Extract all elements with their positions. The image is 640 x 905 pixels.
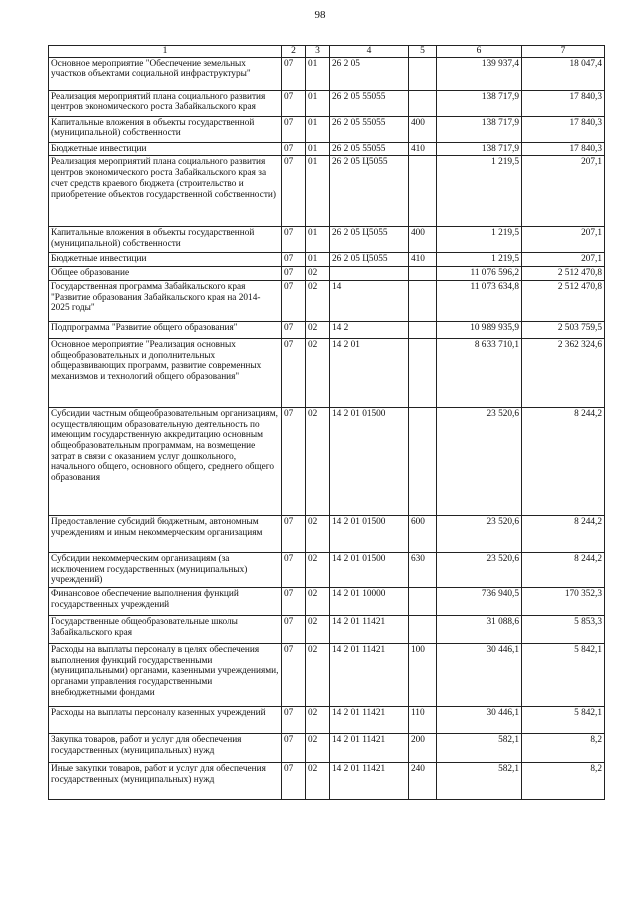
row-name-cell: Расходы на выплаты персоналу в целях обеспечения выполнения функций государственными (муниципальными) органами, казенными учреждениями, органами управления государственными внебюджетными фондами: [49, 643, 282, 706]
table-row: [49, 280, 605, 321]
expense-type-cell: [409, 57, 437, 90]
amount-1-cell: 139 937,4: [437, 57, 522, 90]
target-article-cell: 26 2 05 55055: [330, 116, 409, 142]
section-code-cell: 07: [282, 407, 306, 515]
amount-1-cell: 23 520,6: [437, 515, 522, 552]
expense-type-cell: 410: [409, 253, 437, 267]
row-name-cell: Бюджетные инвестиции: [49, 142, 282, 156]
table-header: [49, 46, 605, 58]
table-row: [49, 90, 605, 116]
amount-2-cell: 170 352,3: [522, 587, 605, 615]
amount-2-cell: 8,2: [522, 733, 605, 762]
expense-type-cell: 410: [409, 142, 437, 156]
table-row: [49, 552, 605, 587]
target-article-cell: 14: [330, 280, 409, 321]
subsection-code-cell: 02: [306, 338, 330, 407]
target-article-cell: 14 2 01 10000: [330, 587, 409, 615]
section-code-cell: 07: [282, 552, 306, 587]
section-code-cell: 07: [282, 116, 306, 142]
amount-2-cell: 207,1: [522, 253, 605, 267]
table-row: [49, 515, 605, 552]
column-header-amount-1: 6: [437, 46, 522, 58]
section-code-cell: 07: [282, 267, 306, 281]
subsection-code-cell: 01: [306, 116, 330, 142]
amount-2-cell: 8 244,2: [522, 407, 605, 515]
amount-1-cell: 1 219,5: [437, 227, 522, 253]
amount-1-cell: 30 446,1: [437, 706, 522, 733]
row-name-cell: Реализация мероприятий плана социального развития центров экономического роста Забайкальского края за счет средств краевого бюджета (строительство и приобретение объектов государственной собственности): [49, 156, 282, 227]
target-article-cell: 26 2 05 Ц5055: [330, 253, 409, 267]
expense-type-cell: [409, 587, 437, 615]
target-article-cell: 26 2 05 55055: [330, 142, 409, 156]
table-row: [49, 407, 605, 515]
subsection-code-cell: 02: [306, 615, 330, 643]
table-row: [49, 321, 605, 338]
row-name-cell: Предоставление субсидий бюджетным, автономным учреждениям и иным некоммерческим организациям: [49, 515, 282, 552]
amount-2-cell: 5 853,3: [522, 615, 605, 643]
column-header-target-article: 4: [330, 46, 409, 58]
page-number: 98: [314, 9, 326, 21]
expense-type-cell: 100: [409, 643, 437, 706]
section-code-cell: 07: [282, 280, 306, 321]
amount-1-cell: 138 717,9: [437, 116, 522, 142]
subsection-code-cell: 02: [306, 587, 330, 615]
table-row: [49, 156, 605, 227]
table-row: [49, 227, 605, 253]
target-article-cell: [330, 267, 409, 281]
column-header-name: 1: [49, 46, 282, 58]
expense-type-cell: 400: [409, 227, 437, 253]
target-article-cell: 14 2 01 01500: [330, 407, 409, 515]
target-article-cell: 26 2 05 Ц5055: [330, 227, 409, 253]
amount-2-cell: 17 840,3: [522, 116, 605, 142]
expense-type-cell: [409, 280, 437, 321]
subsection-code-cell: 02: [306, 643, 330, 706]
row-name-cell: Государственная программа Забайкальского края "Развитие образования Забайкальского края на 2014-2025 годы": [49, 280, 282, 321]
amount-1-cell: 11 073 634,8: [437, 280, 522, 321]
table-row: [49, 706, 605, 733]
target-article-cell: 14 2 01 01500: [330, 552, 409, 587]
expense-type-cell: [409, 90, 437, 116]
amount-2-cell: 207,1: [522, 156, 605, 227]
subsection-code-cell: 02: [306, 267, 330, 281]
table-body: [49, 57, 605, 799]
target-article-cell: 14 2 01 01500: [330, 515, 409, 552]
amount-2-cell: 18 047,4: [522, 57, 605, 90]
expense-type-cell: [409, 338, 437, 407]
section-code-cell: 07: [282, 90, 306, 116]
row-name-cell: Расходы на выплаты персоналу казенных учреждений: [49, 706, 282, 733]
amount-2-cell: 2 362 324,6: [522, 338, 605, 407]
amount-2-cell: 207,1: [522, 227, 605, 253]
target-article-cell: 26 2 05: [330, 57, 409, 90]
subsection-code-cell: 01: [306, 90, 330, 116]
amount-1-cell: 138 717,9: [437, 142, 522, 156]
amount-2-cell: 2 512 470,8: [522, 267, 605, 281]
table-row: [49, 587, 605, 615]
subsection-code-cell: 01: [306, 253, 330, 267]
section-code-cell: 07: [282, 706, 306, 733]
amount-1-cell: 582,1: [437, 762, 522, 799]
target-article-cell: 14 2 01: [330, 338, 409, 407]
amount-1-cell: 11 076 596,2: [437, 267, 522, 281]
target-article-cell: 26 2 05 Ц5055: [330, 156, 409, 227]
subsection-code-cell: 01: [306, 57, 330, 90]
expense-type-cell: [409, 156, 437, 227]
row-name-cell: Субсидии некоммерческим организациям (за исключением государственных (муниципальных) учреждений): [49, 552, 282, 587]
row-name-cell: Субсидии частным общеобразовательным организациям, осуществляющим образовательную деятельность по имеющим государственную аккредитацию основным общеобразовательным программам, на возмещение затрат в связи с оказанием услуг дошкольного, начального общего, основного общего, среднего общего образования: [49, 407, 282, 515]
expense-type-cell: 110: [409, 706, 437, 733]
expense-type-cell: 630: [409, 552, 437, 587]
table-row: [49, 253, 605, 267]
amount-1-cell: 23 520,6: [437, 552, 522, 587]
amount-1-cell: 1 219,5: [437, 156, 522, 227]
amount-2-cell: 8,2: [522, 762, 605, 799]
amount-2-cell: 17 840,3: [522, 90, 605, 116]
section-code-cell: 07: [282, 762, 306, 799]
column-header-expense-type: 5: [409, 46, 437, 58]
column-header-subsection: 3: [306, 46, 330, 58]
subsection-code-cell: 02: [306, 733, 330, 762]
subsection-code-cell: 02: [306, 515, 330, 552]
section-code-cell: 07: [282, 733, 306, 762]
column-header-amount-2: 7: [522, 46, 605, 58]
subsection-code-cell: 02: [306, 552, 330, 587]
subsection-code-cell: 02: [306, 407, 330, 515]
section-code-cell: 07: [282, 253, 306, 267]
target-article-cell: 14 2 01 11421: [330, 615, 409, 643]
expense-type-cell: [409, 615, 437, 643]
target-article-cell: 14 2 01 11421: [330, 643, 409, 706]
row-name-cell: Капитальные вложения в объекты государственной (муниципальной) собственности: [49, 116, 282, 142]
amount-1-cell: 31 088,6: [437, 615, 522, 643]
subsection-code-cell: 02: [306, 762, 330, 799]
table-row: [49, 643, 605, 706]
amount-2-cell: 5 842,1: [522, 643, 605, 706]
header-row: [49, 46, 605, 58]
table-row: [49, 338, 605, 407]
section-code-cell: 07: [282, 321, 306, 338]
amount-2-cell: 8 244,2: [522, 515, 605, 552]
row-name-cell: Закупка товаров, работ и услуг для обеспечения государственных (муниципальных) нужд: [49, 733, 282, 762]
target-article-cell: 26 2 05 55055: [330, 90, 409, 116]
amount-1-cell: 582,1: [437, 733, 522, 762]
section-code-cell: 07: [282, 587, 306, 615]
section-code-cell: 07: [282, 156, 306, 227]
amount-2-cell: 5 842,1: [522, 706, 605, 733]
row-name-cell: Финансовое обеспечение выполнения функций государственных учреждений: [49, 587, 282, 615]
budget-table: [48, 45, 605, 800]
amount-1-cell: 30 446,1: [437, 643, 522, 706]
amount-1-cell: 10 989 935,9: [437, 321, 522, 338]
expense-type-cell: [409, 321, 437, 338]
amount-1-cell: 23 520,6: [437, 407, 522, 515]
amount-2-cell: 2 512 470,8: [522, 280, 605, 321]
subsection-code-cell: 02: [306, 706, 330, 733]
row-name-cell: Реализация мероприятий плана социального развития центров экономического роста Забайкальского края: [49, 90, 282, 116]
target-article-cell: 14 2 01 11421: [330, 733, 409, 762]
section-code-cell: 07: [282, 615, 306, 643]
subsection-code-cell: 02: [306, 280, 330, 321]
amount-2-cell: 8 244,2: [522, 552, 605, 587]
amount-2-cell: 17 840,3: [522, 142, 605, 156]
row-name-cell: Иные закупки товаров, работ и услуг для обеспечения государственных (муниципальных) нужд: [49, 762, 282, 799]
subsection-code-cell: 02: [306, 321, 330, 338]
subsection-code-cell: 01: [306, 156, 330, 227]
table-row: [49, 116, 605, 142]
subsection-code-cell: 01: [306, 142, 330, 156]
expense-type-cell: 600: [409, 515, 437, 552]
section-code-cell: 07: [282, 227, 306, 253]
table-row: [49, 615, 605, 643]
amount-1-cell: 138 717,9: [437, 90, 522, 116]
amount-2-cell: 2 503 759,5: [522, 321, 605, 338]
expense-type-cell: 200: [409, 733, 437, 762]
expense-type-cell: 240: [409, 762, 437, 799]
table-row: [49, 267, 605, 281]
row-name-cell: Бюджетные инвестиции: [49, 253, 282, 267]
row-name-cell: Подпрограмма "Развитие общего образования": [49, 321, 282, 338]
target-article-cell: 14 2 01 11421: [330, 706, 409, 733]
table-row: [49, 142, 605, 156]
expense-type-cell: [409, 407, 437, 515]
row-name-cell: Основное мероприятие "Реализация основных общеобразовательных и дополнительных общеразвивающих программ, развитие современных механизмов и технологий общего образования": [49, 338, 282, 407]
amount-1-cell: 8 633 710,1: [437, 338, 522, 407]
table-row: [49, 57, 605, 90]
row-name-cell: Капитальные вложения в объекты государственной (муниципальной) собственности: [49, 227, 282, 253]
row-name-cell: Основное мероприятие "Обеспечение земельных участков объектами социальной инфраструктуры": [49, 57, 282, 90]
column-header-section: 2: [282, 46, 306, 58]
amount-1-cell: 1 219,5: [437, 253, 522, 267]
target-article-cell: 14 2 01 11421: [330, 762, 409, 799]
section-code-cell: 07: [282, 338, 306, 407]
amount-1-cell: 736 940,5: [437, 587, 522, 615]
subsection-code-cell: 01: [306, 227, 330, 253]
row-name-cell: Государственные общеобразовательные школы Забайкальского края: [49, 615, 282, 643]
section-code-cell: 07: [282, 57, 306, 90]
section-code-cell: 07: [282, 142, 306, 156]
table-row: [49, 733, 605, 762]
expense-type-cell: [409, 267, 437, 281]
section-code-cell: 07: [282, 515, 306, 552]
target-article-cell: 14 2: [330, 321, 409, 338]
table-row: [49, 762, 605, 799]
expense-type-cell: 400: [409, 116, 437, 142]
row-name-cell: Общее образование: [49, 267, 282, 281]
section-code-cell: 07: [282, 643, 306, 706]
